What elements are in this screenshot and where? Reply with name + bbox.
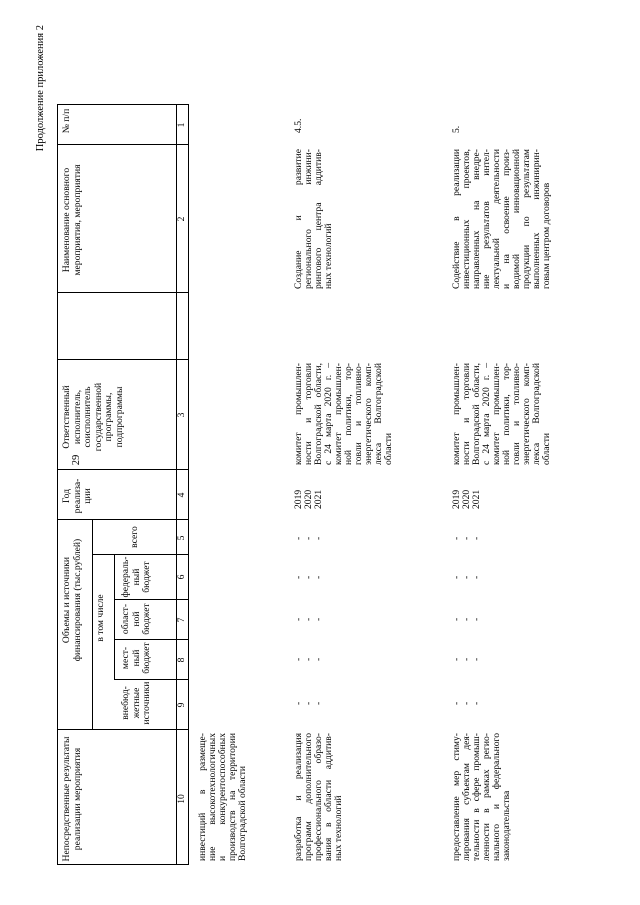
row-executor-line: энергетического комп-	[521, 363, 532, 465]
row-dash: -	[461, 617, 472, 621]
page-number: 29	[71, 454, 82, 466]
row-year: 2021	[471, 489, 482, 509]
row-dash: -	[313, 617, 324, 621]
row-executor-line: с 24 марта 2020 г. –	[323, 363, 334, 465]
grid-vline	[57, 144, 189, 145]
grid-hline-bottom	[188, 105, 189, 865]
row-executor-line: говли и топливно-	[353, 363, 364, 465]
row-executor-line: ности и торговли	[461, 363, 472, 465]
row-dash: -	[461, 575, 472, 579]
row-executor	[452, 363, 552, 465]
carryover-result	[198, 733, 248, 861]
row-name-line: инвестиционных проектов,	[461, 149, 472, 289]
row-result-line: разработка и реализация	[293, 733, 304, 861]
row-year: 2019	[293, 489, 304, 509]
row-dash: -	[451, 575, 462, 579]
row-dash: -	[471, 536, 482, 540]
row-name-line: направленных на внедре-	[471, 149, 482, 289]
row-name-line: выполненных инжинирин-	[531, 149, 542, 289]
grid-vline	[114, 679, 189, 680]
row-dash: -	[451, 657, 462, 661]
row-dash: -	[303, 536, 314, 540]
row-name-line: ние результатов интел-	[481, 149, 492, 289]
row-dash: -	[451, 701, 462, 705]
row-dash: -	[471, 701, 482, 705]
grid-vline	[57, 469, 189, 470]
row-number: 5.	[451, 125, 462, 133]
column-number: 5	[176, 535, 187, 541]
row-name-line: лектуальной деятельности	[491, 149, 502, 289]
row-dash: -	[313, 657, 324, 661]
column-number: 10	[176, 794, 187, 804]
grid-vline-funding-right	[57, 729, 92, 730]
row-dash: -	[471, 575, 482, 579]
header-col-year: Год реализа-ции	[61, 478, 94, 514]
row-name-line: Содействие в реализации	[451, 149, 462, 289]
row-result-line: программ дополнительного	[303, 733, 314, 861]
row-dash: -	[451, 617, 462, 621]
row-name-line: регионального инжини-	[303, 149, 314, 289]
grid-vline	[57, 292, 189, 293]
row-result	[452, 733, 512, 861]
grid-vline	[92, 729, 189, 730]
row-dash: -	[303, 575, 314, 579]
column-number: 2	[176, 216, 187, 222]
continuation-title: Продолжение приложения 2	[35, 25, 46, 152]
row-executor-line: области	[383, 432, 394, 465]
carryover-result-line: и конкурентоспособных	[217, 733, 228, 861]
row-result-line: нального и федерального	[491, 733, 502, 861]
grid-hline-funding	[92, 520, 93, 730]
row-dash: -	[313, 575, 324, 579]
header-col-name: Наименование основного мероприятия, мероприятия	[61, 164, 83, 276]
carryover-result-line: Волгоградской области	[237, 765, 248, 861]
row-dash: -	[313, 536, 324, 540]
row-result-line: профессионального образо-	[313, 733, 324, 861]
column-number: 6	[176, 574, 187, 580]
column-number: 4	[176, 492, 187, 498]
row-executor-line: комитет промышлен-	[333, 363, 344, 465]
header-regional: област-ной бюджет	[120, 603, 153, 635]
row-dash: -	[451, 536, 462, 540]
row-year: 2020	[303, 489, 314, 509]
row-name	[294, 149, 334, 289]
grid-vline	[57, 104, 189, 105]
grid-vline	[57, 519, 189, 520]
row-executor-line: с 24 марта 2020 г. –	[481, 363, 492, 465]
row-executor-line: комитет промышлен-	[293, 363, 304, 465]
header-funding-title: Объемы и источники финансирования (тыс.рублей)	[61, 538, 83, 662]
row-dash: -	[471, 657, 482, 661]
header-including: в том числе	[95, 594, 106, 642]
row-result-line: ных технологий	[333, 795, 344, 861]
row-dash: -	[293, 701, 304, 705]
header-total: всего	[129, 526, 140, 548]
column-number: 8	[176, 657, 187, 663]
row-dash: -	[461, 701, 472, 705]
row-dash: -	[293, 657, 304, 661]
row-name-line: и на освоение произ-	[501, 149, 512, 289]
row-name-line: ных технологий	[323, 223, 334, 289]
row-executor-line: лекса Волгоградской	[373, 363, 384, 465]
row-dash: -	[303, 657, 314, 661]
carryover-result-line: ние высокотехнологичных	[207, 733, 218, 861]
row-dash: -	[313, 701, 324, 705]
row-dash: -	[461, 536, 472, 540]
row-dash: -	[293, 536, 304, 540]
grid-hline-including	[114, 555, 115, 680]
row-result-line: ленности в рамках регио-	[481, 733, 492, 861]
header-local: мест-ный бюджет	[120, 642, 153, 674]
carryover-result-line: производств на территории	[227, 733, 238, 861]
row-year: 2019	[451, 489, 462, 509]
row-executor-line: области	[541, 432, 552, 465]
row-dash: -	[303, 617, 314, 621]
row-executor-line: ности и торговли	[303, 363, 314, 465]
row-executor	[294, 363, 394, 465]
row-dash: -	[461, 657, 472, 661]
row-executor-line: ной политики, тор-	[501, 363, 512, 465]
row-executor-line: комитет промышлен-	[451, 363, 462, 465]
carryover-result-line: инвестиций в размеще-	[197, 733, 208, 861]
column-number: 7	[176, 617, 187, 623]
row-name	[452, 149, 552, 289]
row-executor-line: комитет промышлен-	[491, 363, 502, 465]
row-executor-line: ной политики, тор-	[343, 363, 354, 465]
row-dash: -	[303, 701, 314, 705]
column-number: 9	[176, 702, 187, 708]
grid-vline	[57, 359, 189, 360]
row-name-line: рингового центра аддитив-	[313, 149, 324, 289]
header-col-num: № п/п	[61, 108, 72, 134]
row-result	[294, 733, 344, 861]
row-executor-line: энергетического комп-	[363, 363, 374, 465]
row-name-line: продукции по результатам	[521, 149, 532, 289]
row-result-line: предоставление мер стиму-	[451, 733, 462, 861]
header-col-executor: Ответственный исполнитель, соисполнитель государственной программы, подпрограммы	[61, 382, 125, 452]
row-result-line: лирования субъектам дея-	[461, 733, 472, 861]
row-name-line: водимой инновационной	[511, 149, 522, 289]
row-executor-line: говли и топливно-	[511, 363, 522, 465]
row-dash: -	[471, 617, 482, 621]
row-name-line: Создание и развитие	[293, 149, 304, 289]
header-col-result: Непосредственные результаты реализации мероприятия	[61, 736, 83, 862]
row-dash: -	[293, 617, 304, 621]
row-result-line: тельности в сфере промыш-	[471, 733, 482, 861]
row-year: 2021	[313, 489, 324, 509]
grid-hline-top	[57, 104, 58, 865]
row-executor-line: Волгоградской области,	[471, 363, 482, 465]
header-federal: федераль-ный бюджет	[120, 556, 153, 598]
row-name-line: говым центром договоров	[541, 182, 552, 289]
row-executor-line: Волгоградской области,	[313, 363, 324, 465]
row-result-line: законодательства	[501, 790, 512, 861]
row-executor-line: лекса Волгоградской	[531, 363, 542, 465]
column-number: 3	[176, 412, 187, 418]
row-result-line: вания в области аддитив-	[323, 733, 334, 861]
row-year: 2020	[461, 489, 472, 509]
header-extra: внебюд-жетные источники	[120, 681, 153, 725]
column-number: 1	[176, 122, 187, 128]
row-dash: -	[293, 575, 304, 579]
row-number: 4.5.	[293, 118, 304, 133]
